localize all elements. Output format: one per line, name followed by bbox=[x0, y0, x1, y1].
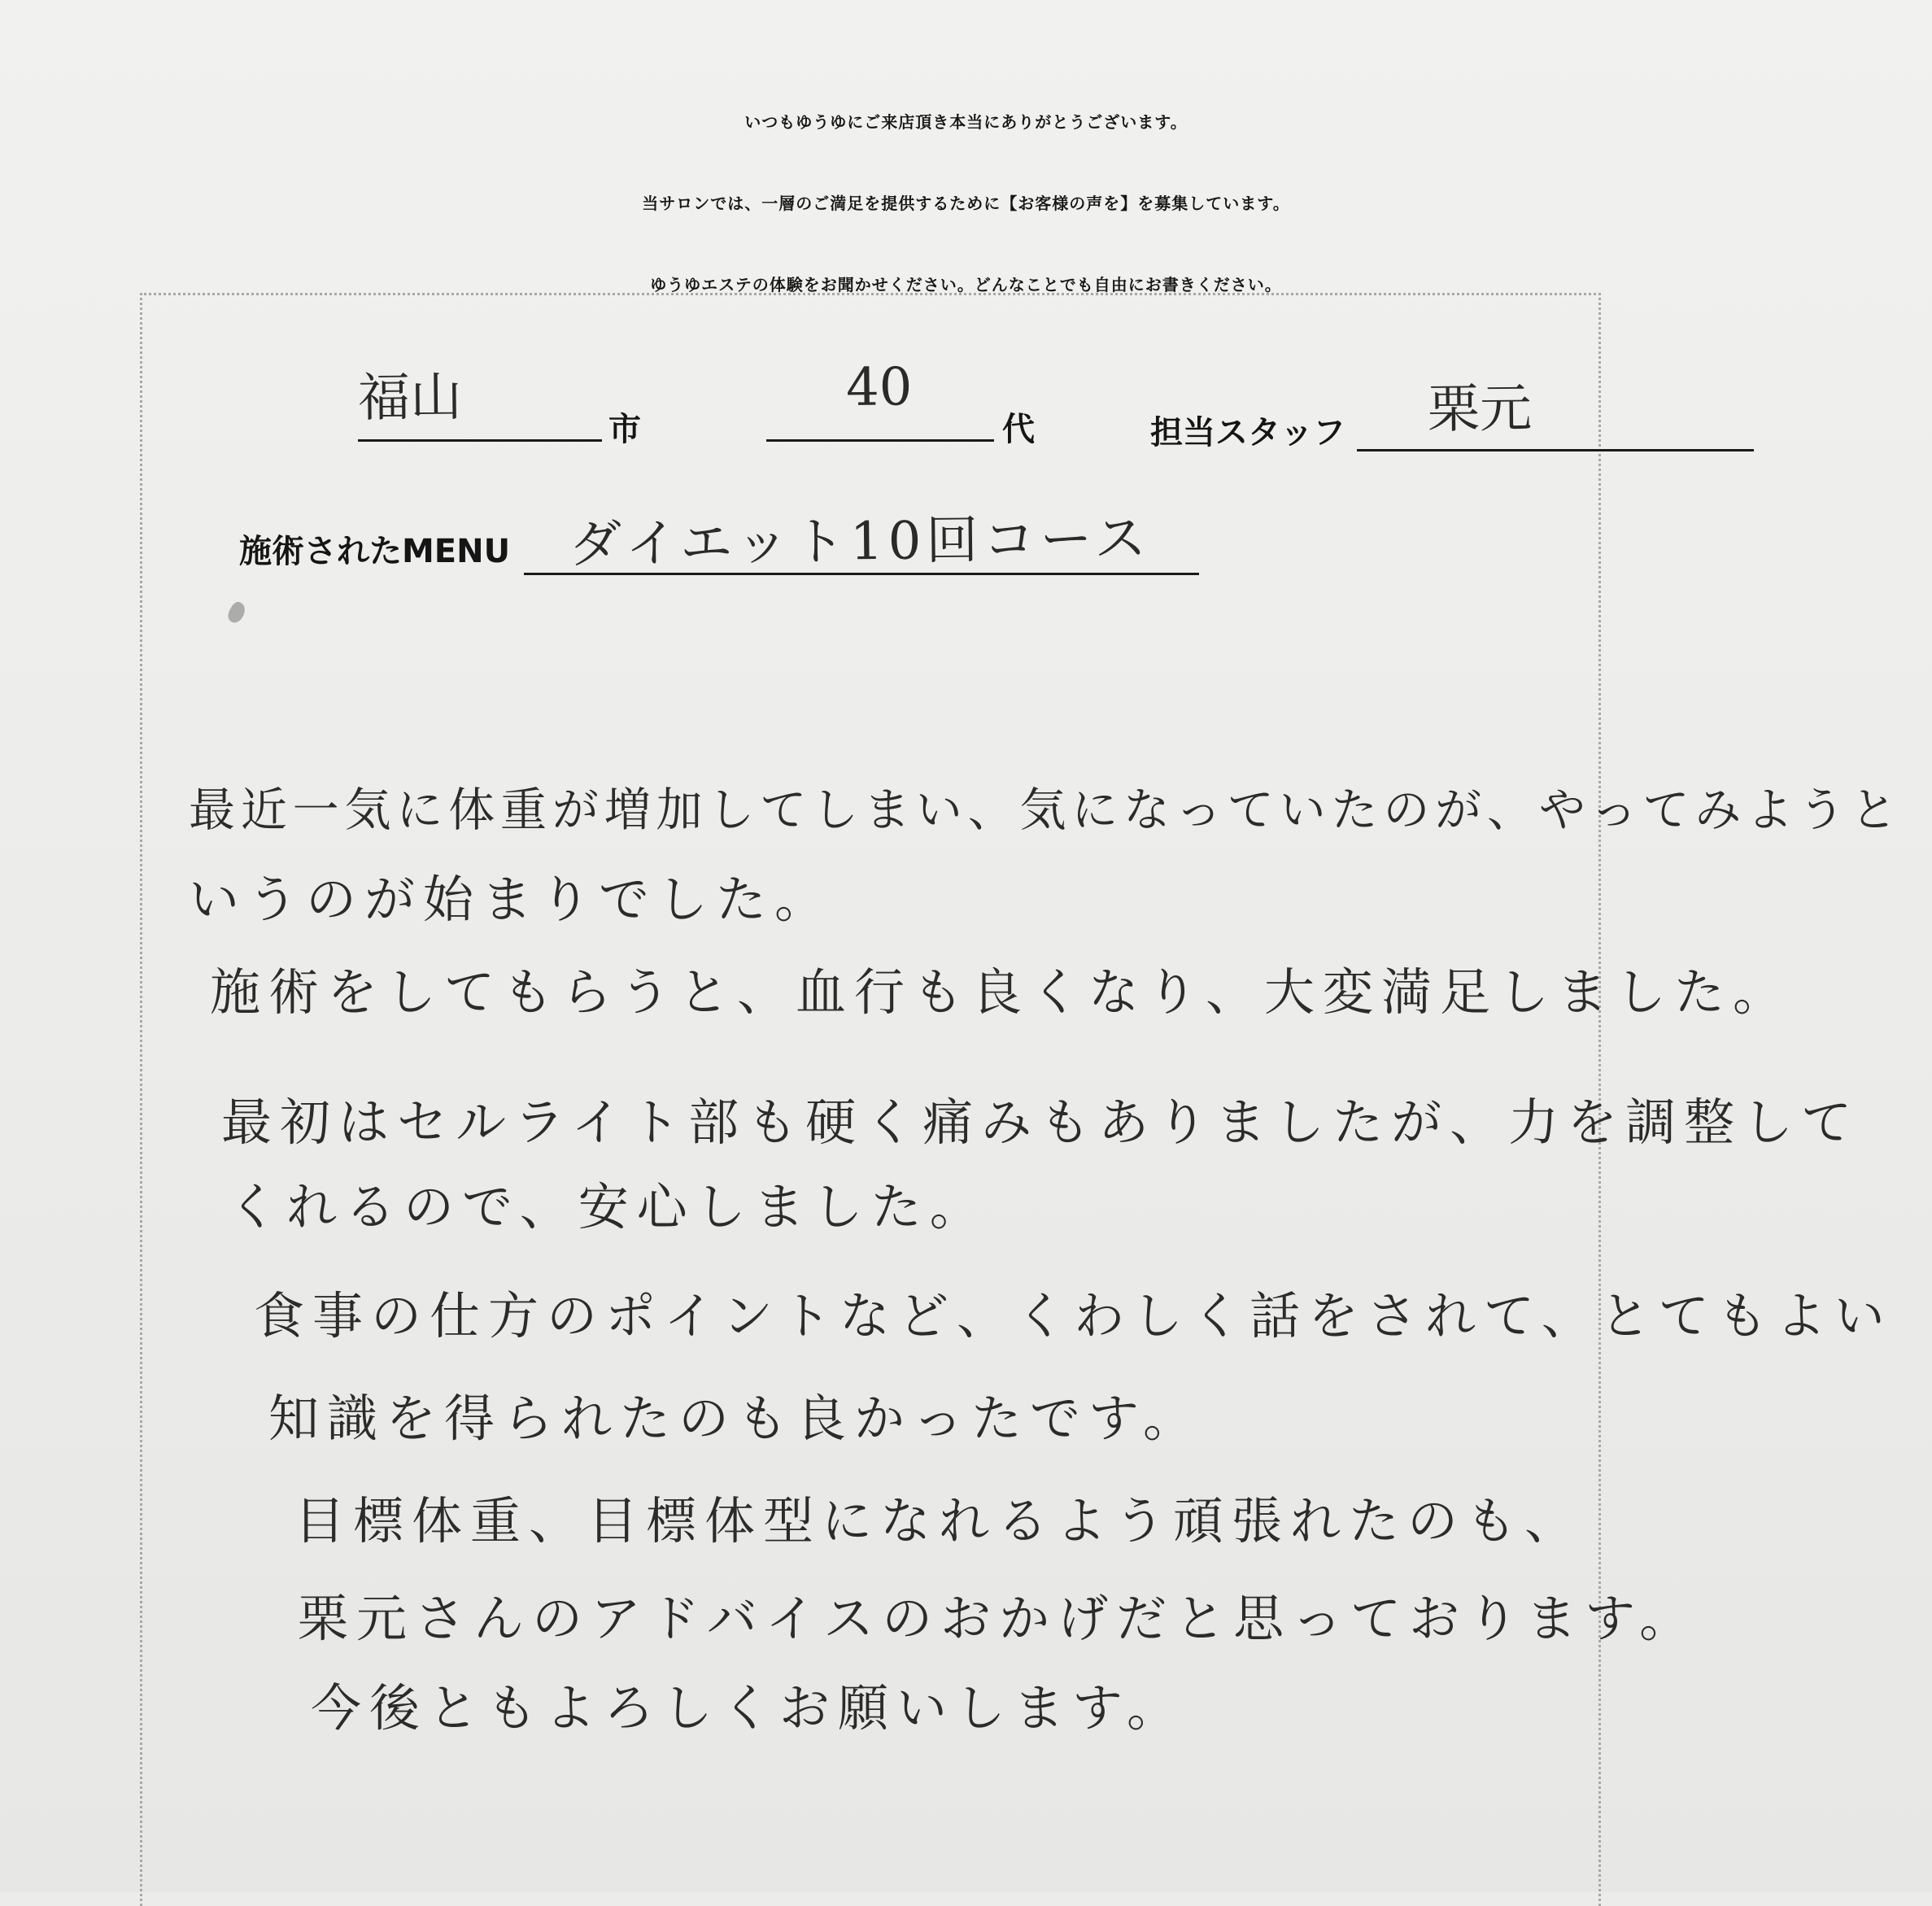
comment-line-1: 最近一気に体重が増加してしまい、気になっていたのが、やってみようと bbox=[189, 783, 1903, 837]
staff-value: 栗元 bbox=[1427, 378, 1533, 440]
comment-line-6: 食事の仕方のポイントなど、くわしく話をされて、とてもよい bbox=[254, 1286, 1893, 1346]
header-line-1: いつもゆうゆにご来店頂き本当にありがとうございます。 bbox=[744, 112, 1188, 132]
age-value: 40 bbox=[845, 357, 913, 418]
comment-line-8: 目標体重、目標体型になれるよう頑張れたのも、 bbox=[294, 1491, 1584, 1551]
comment-line-5: くれるので、安心しました。 bbox=[228, 1177, 988, 1237]
comment-line-7: 知識を得られたのも良かったです。 bbox=[268, 1389, 1202, 1448]
comment-line-3: 施術をしてもらうと、血行も良くなり、大変満足しました。 bbox=[210, 962, 1792, 1022]
staff-underline bbox=[1357, 449, 1754, 451]
comment-line-4: 最初はセルライト部も硬く痛みもありましたが、力を調整して bbox=[221, 1093, 1860, 1152]
city-label: 市 bbox=[608, 411, 641, 448]
header-message bbox=[0, 81, 1932, 325]
age-label: 代 bbox=[1002, 411, 1035, 448]
staff-label: 担当スタッフ bbox=[1150, 414, 1345, 451]
menu-value: ダイエット10回コース bbox=[569, 508, 1152, 575]
city-value: 福山 bbox=[357, 367, 463, 429]
menu-underline bbox=[524, 573, 1199, 575]
header-line-2: 当サロンでは、一層のご満足を提供するために【お客様の声を】を募集しています。 bbox=[642, 194, 1290, 213]
comment-line-10: 今後ともよろしくお願いします。 bbox=[311, 1678, 1186, 1738]
comment-line-2: いうのが始まりでした。 bbox=[189, 870, 834, 929]
city-underline bbox=[358, 439, 602, 442]
age-underline bbox=[766, 439, 994, 442]
comment-line-9: 栗元さんのアドバイスのおかげだと思っております。 bbox=[298, 1589, 1699, 1648]
header-line-3: ゆうゆエステの体験をお聞かせください。どんなことでも自由にお書きください。 bbox=[650, 275, 1282, 294]
menu-label: 施術されたMENU bbox=[239, 533, 511, 570]
